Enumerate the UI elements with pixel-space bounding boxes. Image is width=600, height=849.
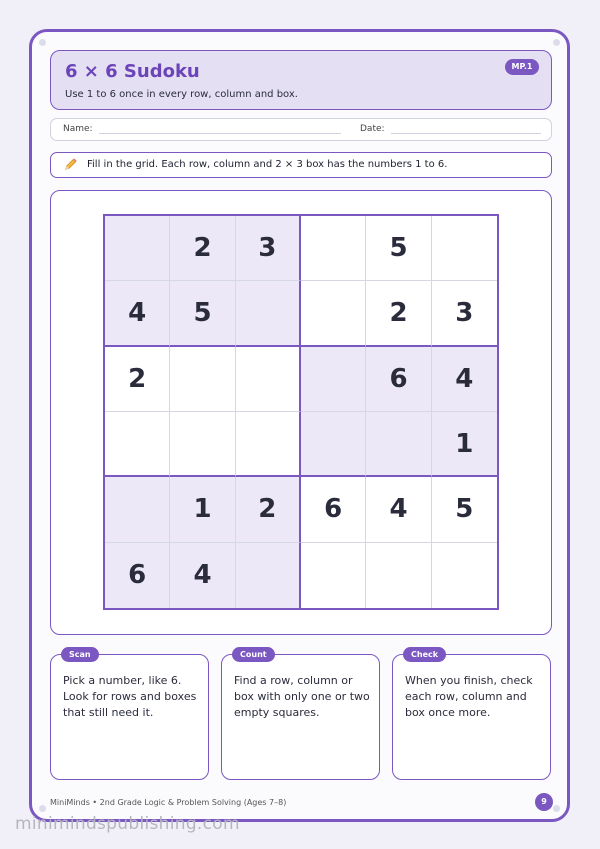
given-cell: 6 — [366, 347, 431, 412]
given-cell: 4 — [432, 347, 497, 412]
empty-cell[interactable] — [105, 412, 170, 477]
empty-cell[interactable] — [301, 347, 366, 412]
name-write-line[interactable] — [99, 133, 341, 134]
given-cell: 2 — [366, 281, 431, 346]
tip-tag: Scan — [61, 647, 99, 662]
empty-cell[interactable] — [105, 216, 170, 281]
empty-cell[interactable] — [236, 412, 301, 477]
given-cell: 6 — [105, 543, 170, 608]
tip-card-check — [392, 650, 551, 780]
empty-cell[interactable] — [366, 543, 431, 608]
sudoku-grid — [103, 214, 499, 610]
tip-text: When you finish, check each row, column and box once more. — [405, 674, 533, 719]
given-cell: 2 — [105, 347, 170, 412]
publisher-watermark: minimindspublishing.com — [15, 814, 240, 834]
empty-cell[interactable] — [236, 543, 301, 608]
empty-cell[interactable] — [170, 412, 235, 477]
corner-dot — [553, 805, 560, 812]
page-subtitle: Use 1 to 6 once in every row, column and box. — [65, 89, 298, 100]
date-label: Date: — [360, 124, 385, 134]
tip-tag: Count — [232, 647, 275, 662]
given-cell: 4 — [170, 543, 235, 608]
title-banner — [50, 50, 552, 110]
empty-cell[interactable] — [366, 412, 431, 477]
empty-cell[interactable] — [301, 543, 366, 608]
footer-text: MiniMinds • 2nd Grade Logic & Problem Solving (Ages 7–8) — [50, 798, 287, 807]
tip-text: Find a row, column or box with only one or two empty squares. — [234, 674, 370, 719]
empty-cell[interactable] — [432, 216, 497, 281]
tip-tag: Check — [403, 647, 446, 662]
corner-dot — [39, 805, 46, 812]
date-write-line[interactable] — [391, 133, 541, 134]
name-date-bar — [50, 118, 552, 141]
given-cell: 3 — [236, 216, 301, 281]
sudoku-card — [50, 190, 552, 635]
empty-cell[interactable] — [301, 216, 366, 281]
given-cell: 6 — [301, 477, 366, 542]
corner-dot — [39, 39, 46, 46]
given-cell: 4 — [105, 281, 170, 346]
given-cell: 2 — [170, 216, 235, 281]
given-cell: 2 — [236, 477, 301, 542]
given-cell: 4 — [366, 477, 431, 542]
standard-code-badge: MP.1 — [505, 59, 539, 75]
tip-card-scan — [50, 650, 209, 780]
given-cell: 5 — [432, 477, 497, 542]
tip-text: Pick a number, like 6. Look for rows and boxes that still need it. — [63, 674, 197, 719]
page-number-badge: 9 — [535, 793, 553, 811]
empty-cell[interactable] — [236, 347, 301, 412]
given-cell: 3 — [432, 281, 497, 346]
instruction-bar — [50, 152, 552, 178]
empty-cell[interactable] — [170, 347, 235, 412]
empty-cell[interactable] — [432, 543, 497, 608]
empty-cell[interactable] — [301, 412, 366, 477]
instruction-text: Fill in the grid. Each row, column and 2 × 3 box has the numbers 1 to 6. — [87, 159, 448, 170]
corner-dot — [553, 39, 560, 46]
given-cell: 5 — [366, 216, 431, 281]
given-cell: 1 — [170, 477, 235, 542]
given-cell: 5 — [170, 281, 235, 346]
empty-cell[interactable] — [105, 477, 170, 542]
page-title: 6 × 6 Sudoku — [65, 61, 200, 82]
pencil-icon — [63, 157, 78, 172]
name-label: Name: — [63, 124, 93, 134]
empty-cell[interactable] — [236, 281, 301, 346]
given-cell: 1 — [432, 412, 497, 477]
tip-card-count — [221, 650, 380, 780]
empty-cell[interactable] — [301, 281, 366, 346]
worksheet-page — [29, 29, 570, 822]
